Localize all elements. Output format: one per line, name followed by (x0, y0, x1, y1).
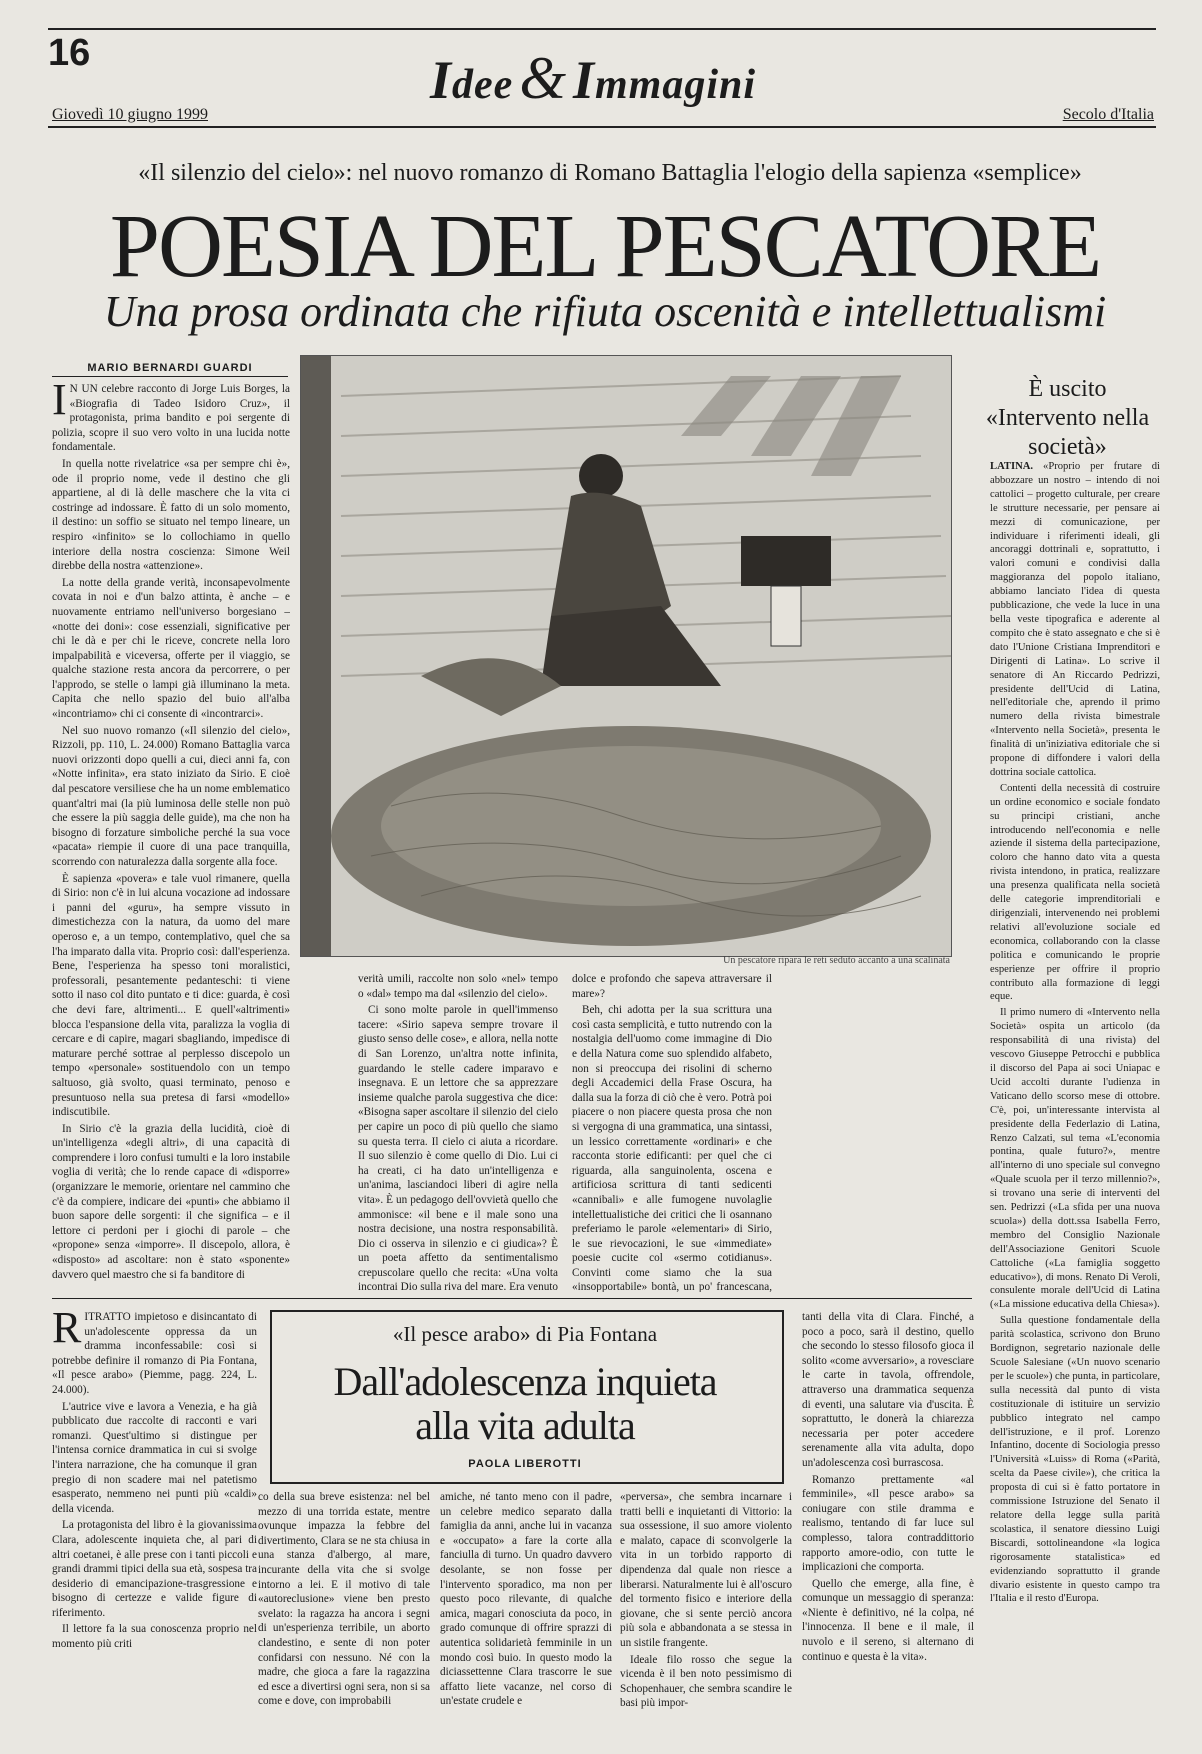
side-paragraph: Sulla questione fondamentale della parità scolastica, scrivono don Bruno Bordignon, segretario nazionale delle Scuole Salesiane («Un nuovo scenario per le scuole») che punta, in particolare, sulla necessità dal punto di vista costituzionale di istituire un servizio pubblico integrato nel campo dell'istruzione, e il prof. Lorenzo Infantino, docente di Sociologia presso l'Università «Luiss» di Roma («Parità, scelta da Paese civile»), che critica la proposta di cui si è fatto portatore in commissione Istruzione del Senato il relatore della legge sulla parità scolastica, il senatore diessino Luigi Biscardi, sottolineandone «la logica rigorosamente statalistica» ed evidenziando soprattutto il grande divario esistente in questo campo tra l'Italia e il resto d'Europa. (990, 1315, 1160, 1605)
second-title-line: Dall'adolescenza inquieta (333, 1359, 717, 1404)
header-rule (48, 126, 1156, 128)
headline-kicker: «Il silenzio del cielo»: nel nuovo romanzo di Romano Battaglia l'elogio della sapienza «semplice» (138, 160, 1082, 186)
main-column-2 (358, 972, 558, 1292)
photo-caption: Un pescatore ripara le reti seduto accanto a una scalinata (723, 955, 950, 966)
main-paragraph: verità umili, raccolte non solo «nel» tempo o «dal» tempo ma dal «silenzio del cielo». (358, 973, 558, 1000)
section-masthead: Idee & Immagini (430, 45, 757, 111)
main-paragraph: N UN celebre racconto di Jorge Luis Borges, la «Biografia di Tadeo Isidoro Cruz», il protagonista, prima bandito e poi sergente di polizia, scopre il suo vero volto in una lucida notte fondamentale. (52, 383, 290, 454)
second-title-line: alla vita adulta (415, 1403, 635, 1448)
main-paragraph: In quella notte rivelatrice «sa per sempre chi è», ode il proprio nome, vede il destino che gli appartiene, al di là delle maschere che la vita ci costringe ad indossare. È fatto di un solo momento, il destino: un soffio se situato nel tempo lineare, un respiro «infinito» se lo collochiamo in quello interiore della nostra coscienza: Simone Weil direbbe della nostra «attenzione». (52, 457, 290, 573)
side-paragraph: Il primo numero di «Intervento nella Società» ospita un articolo (da responsabilità di una rivista) del vescovo Giuseppe Petrocchi e pubblica il discorso del Papa ai soci Uniapac e Ucid accolti durante l'udienza in Vaticano dello scorso mese di ottobre. C'è, poi, un'interessante intervista al presidente della Federlazio di Latina, Renzo Calzati, sul tema «L'economia pontina, quale futuro?», mentre all'interno di uno speciale sul convegno «Quale scuola per il terzo millennio?», si trovano una serie di interventi del sen. Pedrizzi («La sfida per una nuova scuola») della dott.ssa Isabella Ferro, membro del Consiglio Nazionale dell'Associazione Genitori Scuole Cattoliche («La famiglia soggetto educativo»), di mons. Renato Di Veroli, consulente morale dell'Ucid di Latina («La missione educativa della Chiesa»). (990, 1007, 1160, 1311)
second-article-kicker: «Il pesce arabo» di Pia Fontana (392, 1322, 658, 1346)
main-paragraph: dolce e profondo che sapeva attraversare il mare»? (572, 973, 772, 1000)
issue-date: Giovedì 10 giugno 1999 (52, 106, 208, 123)
side-paragraph: Contenti della necessità di costruire un ordine economico e sociale fondato su principi cristiani, anche introducendo nell'economia e nelle aziende il sistema della partecipazione, coloro che hanno dato vita a questa rivista intendono, in pratica, realizzare una presenza qualificata nella società delle categorie imprenditoriali e dirigenziali, intervenendo nei problemi relativi all'evoluzione sociale ed economica, collaborando con la classe politica e comunicando le proprie esperienze per offrire il proprio contributo alla formazione di leggi eque. (990, 782, 1160, 1003)
headline-subtitle: Una prosa ordinata che rifiuta oscenità e intellettualismi (103, 287, 1107, 336)
main-paragraph: È sapienza «povera» e tale vuol rimanere, quella di Sirio: non c'è in lui alcuna vocazione ad indossare i panni del «guru», ha sempre vissuto in dimestichezza con la natura, da uomo del mare operoso e, a un tempo, contemplativo, quel che sa l'ha imparato dalla vita. Proprio così: dall'esperienza. Bene, l'esperienza ha spesso toni moralistici, professorali, pesantemente pedanteschi: ti viene sotto il naso col dito puntato e ti dice: guarda, è così che devi fare, altrimenti... E quell'«altrimenti» blocca l'espansione della vita, paralizza la voglia di cercare e di capire, magari sbagliando, impedisce di maturare perché sottrae al perplesso discepolo un tempo «personale» sostituendolo con un tempo saltuoso, già svolto, quasi terminato, penoso e presuntuoso nella sua pretesa di farsi «modello» indiscutibile. (52, 872, 290, 1119)
byline-rule (52, 376, 288, 377)
top-rule (48, 28, 1156, 30)
fisherman-illustration (301, 356, 951, 956)
main-paragraph: La notte della grande verità, inconsapevolmente covata in noi e d'un balzo attinta, è anche – e nuovamente entriamo nell'universo borgesiano – «notte dei doni»: cose essenziali, significative per chi le dà e per chi le riceve, concrete nella loro impalpabilità e viceversa, offerte per il viaggio, se qualche stazione resta ancora da percorrere, o per l'approdo, se stelle o lampi già illuminano la meta. Capita che nello spazio del buio all'alba «incontriamo» chi ci consente di «incontrarci». (52, 576, 290, 721)
headline-title: POESIA DEL PESCATORE (109, 197, 1101, 296)
second-paragraph: amiche, né tanto meno con il padre, un celebre medico separato dalla famiglia da anni, anche lui in vacanza e «occupato» a fare la corte alla fanciulla di turno. Un quadro davvero desolante, se non fosse per l'intervento sporadico, ma non per questo poco rilevante, di qualche amica, magari conosciuta da poco, in grado comunque di offrire sprazzi di autentica solidarietà femminile in un mondo così buio. In questo modo la diciassettenne Clara trascorre le sue affatto liete vacanze, nel corso di un'estate crudele e (440, 1491, 612, 1708)
second-paragraph: Quello che emerge, alla fine, è comunque un messaggio di speranza: «Niente è definitivo, né la colpa, né l'innocenza. Il bene e il male, il nuvolo e il sereno, si alternano di continuo e questa è la vita». (802, 1577, 974, 1663)
side-dateline: LATINA. (990, 461, 1034, 472)
main-paragraph: In Sirio c'è la grazia della lucidità, cioè di un'intelligenza «degli altri», di una capacità di comprendere i loro confusi tumulti e la loro instabile voglia di verità; che lo rende capace di «disporre» (organizzare le memorie, orientare nel cammino che c'è da compiere, indicare dei «punti» che abbiamo il buon sapore delle sorgenti: il che significa – e il lettore ci perdoni per i giochi di parole – che «propone» senza «imporre». Il discepolo, allora, è «disposto» ad ascoltare: non è stato «sponente» davvero quel maestro che si fa banditore di (52, 1122, 290, 1281)
second-paragraph: L'autrice vive e lavora a Venezia, e ha già pubblicato due raccolte di racconti e vari romanzi. Quest'ultimo si distingue per l'intensa cornice drammatica in cui si svolge l'intera narrazione, che ha comunque il gran pregio di non scadere mai nel patetismo esasperato, nemmeno nei punti più «caldi» della vicenda. (52, 1400, 257, 1515)
masthead-word-a: dee (452, 62, 514, 108)
second-byline: PAOLA LIBEROTTI (468, 1458, 582, 1470)
second-paragraph: ITRATTO impietoso e disincantato di un'adolescente oppressa da un dramma inconfessabile: così si potrebbe definire il romanzo di Pia Fontana, «Il pesce arabo» (Piemme, pagg. 224, L. 24.000). (52, 1311, 257, 1396)
side-article-body (990, 460, 1160, 1610)
second-paragraph: La protagonista del libro è la giovanissima Clara, adolescente inquieta che, al pari di altri coetanei, è alle prese con i tanti piccoli e grandi drammi tipici della sua età, sospesa tra desiderio di emancipazione-trasgressione e bisogno di certezze e valide figure di riferimento. (52, 1519, 257, 1619)
main-byline: MARIO BERNARDI GUARDI (87, 362, 253, 374)
second-paragraph: Romanzo prettamente «al femminile», «Il pesce arabo» sa coniugare con stile dramma e realismo, tentando di far luce sul complesso, talora contraddittorio rapporto amore-odio, con tutte le implicazioni che comporta. (802, 1473, 974, 1574)
second-column-3 (440, 1490, 612, 1720)
main-paragraph: Ci sono molte parole in quell'immenso tacere: «Sirio sapeva sempre trovare il giusto senso delle cose», e allora, nella notte di San Lorenzo, un'altra notte infinita, guardando le stelle cadere imparavo e insegnava. E un lettore che sa apprezzare insieme qualche parola suggestiva che dice: «Bisogna saper ascoltare il silenzio del cielo per capire un poco di più quello che siamo su questa terra. Il cielo ci aiuta a ricordare. Il suo silenzio è come quello di Dio. Lui ci ha creati, ci ha dato un'intelligenza e un'anima, lasciandoci liberi di agire nella vita». È un pedagogo dell'ovvietà quello che ammonisce: «il bene e il male sono una nostra decisione, una nostra responsabilità. Dio ci osserva in silenzio e ci giudica»? È un poeta affetto da sentimentalismo crepuscolare quello che recita: «Una volta incontrai Dio sulla riva del mare. Era venuto (358, 1004, 558, 1292)
second-column-4 (620, 1490, 792, 1720)
newspaper-name: Secolo d'Italia (1062, 106, 1154, 123)
page-number: 16 (48, 32, 91, 74)
main-dropcap: I (52, 382, 67, 424)
side-paragraph: «Proprio per frutare di abbozzare un nostro – intendo di noi cattolici – progetto culturale, per creare le strutture necessarie, per pensare ai mezzi di comunicazione, per individuare i riferimenti ideali, gli ancoraggi dottrinali e, soprattutto, i valori comuni e condivisi dalla maggioranza del popolo italiano, abbiamo lanciato l'idea di questa pubblicazione, che vede la luce in una bella veste tipografica e aderente al compito che è stato assegnato e che si è dato l'Unione Cristiana Imprenditori e Dirigenti di Latina». Lo scrive il senatore di An Riccardo Pedrizzi, presidente dell'Ucid di Latina, nell'editoriale che, aprendo il primo numero della rivista bimestrale «Intervento nella Società», presenta le finalità di un'iniziativa editoriale che si propone di diffondere i valori della dottrina sociale cattolica. (990, 461, 1160, 778)
main-paragraph: Nel suo nuovo romanzo («Il silenzio del cielo», Rizzoli, pp. 110, L. 24.000) Romano Battaglia varca nuovi orizzonti dopo quelli a cui, dieci anni fa, con «Notte infinita», era stato iniziato da Sirio. E cioè dal pescatore versiliese che ha un nome emblematico quant'altri mai (la più luminosa delle stelle non può che essere la più saggia delle guide), ma che non ha bisogno di forzature simboliche perché la sua voce «pacata» riempie il cuore di una pace tranquilla, scorrendo con naturalezza dalla sorgente alla foce. (52, 724, 290, 868)
side-article-title: È uscito «Intervento nella società» (985, 376, 1150, 460)
side-paragraph (990, 1608, 1160, 1610)
second-paragraph: Il lettore fa la sua conoscenza proprio nel momento più criti (52, 1623, 257, 1651)
second-column-1 (52, 1310, 257, 1720)
masthead-word-b: mmagini (595, 62, 757, 108)
second-paragraph: Ideale filo rosso che segue la vicenda è il ben noto pessimismo di Schopenhauer, che sembra scandire le basi più impor- (620, 1653, 792, 1710)
masthead-ampersand: & (519, 45, 567, 111)
second-column-5 (802, 1310, 974, 1720)
second-paragraph: «perversa», che sembra incarnare i tratti belli e inquietanti di Vittorio: la sua ossessione, il suo amore violento e malato, capace di sconvolgerle la vita in un torbido rapporto di dipendenza dal quale non riesce a liberarsi. Naturalmente lui è all'oscuro del tormento fisico e interiore della giovane, che si sente perciò ancora più sola e abbandonata a se stessa in un sistile frangente. (620, 1491, 792, 1649)
second-paragraph: tanti della vita di Clara. Finché, a poco a poco, sarà il destino, quello che secondo lo stesso filosofo gioca il solito «come avversario», a rovesciare le carte in tavola, offrendole, attraverso una drammatica sequenza di eventi, una salutare via d'uscita. È soprattutto, le donerà la chiarezza necessaria per poter accedere serenamente alla vita adulta, dopo un'adolescenza così burrascosa. (802, 1311, 974, 1469)
second-paragraph: co della sua breve esistenza: nel bel mezzo di una torrida estate, mentre ovunque impazza la febbre del divertimento, Clara se ne sta chiusa in una stanza d'albergo, al mare, incurante della vita che si svolge intorno a lei. E il motivo di tale «autoreclusione» viene ben presto svelato: la ragazza ha ancora i segni di un'esperienza terribile, un aborto clandestino, e sente di non poter confidarsi con nessuno. Né con la madre, che gioca a fare la ragazzina ed esce a divertirsi ogni sera, non si sa come e dove, con improbabili (258, 1491, 430, 1708)
fisherman-photo (300, 355, 952, 957)
second-column-2 (258, 1490, 430, 1720)
main-column-3 (572, 972, 772, 1292)
main-paragraph: Beh, chi adotta per la sua scrittura una così casta semplicità, e tutto nutrendo con la nostalgia dell'uomo come immagine di Dio e della Natura come suo splendido alfabeto, non si preoccupa dei risolini di scherno degli Accademici della Frase Oscura, ha dalla sua la forza di ciò che è vero. Potrà poi piacere o non piacere questa prosa che non si vergogna di una grammatica, una sintassi, un lessico correttamente «ordinari» e che racconta storie edificanti: per quel che ci riguarda, alla sanguinolenta, oscena e artificiosa scrittura di tanti sedicenti «cannibali» e alle fumogene nuvolaglie intellettualistiche dei critici che li osannano preferiamo le parole «elementari» di Sirio, le sue rievocazioni, le sue «immediate» poesie cucite col «sermo cotidianus». Convinti come siamo che la sua «insopportabile» bontà, un po' francescana, (572, 1004, 772, 1292)
main-column-1 (52, 382, 290, 1292)
second-article-title (270, 1360, 780, 1448)
second-dropcap: R (52, 1310, 82, 1352)
section-divider (52, 1298, 972, 1299)
